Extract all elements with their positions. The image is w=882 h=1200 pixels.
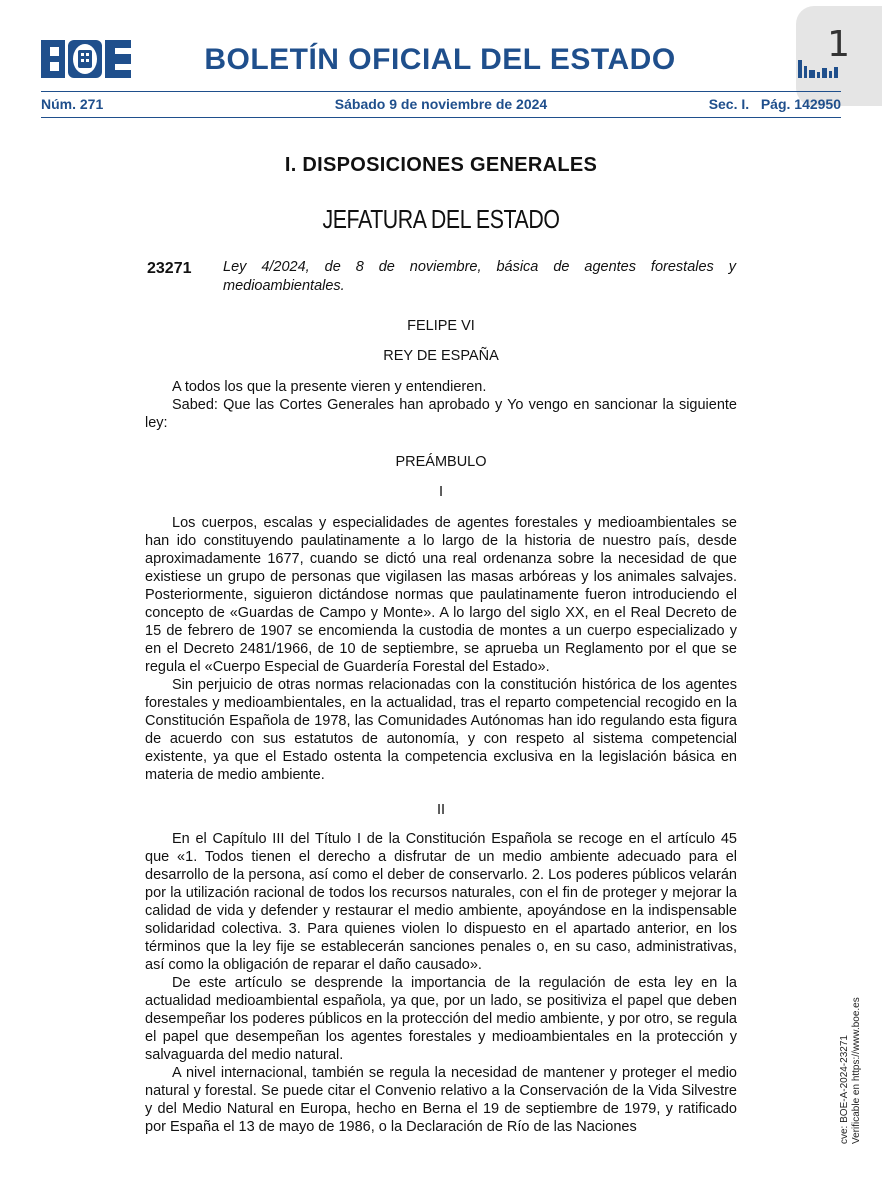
law-number: 23271 [147, 260, 192, 277]
organism-title: JEFATURA DEL ESTADO [322, 204, 560, 234]
issue-date: Sábado 9 de noviembre de 2024 [334, 96, 548, 112]
boe-logo [41, 40, 131, 78]
header-bottom-rule [41, 117, 841, 118]
issue-number: Núm. 271 [41, 96, 104, 112]
cve-code: cve: BOE-A-2024-23271 [839, 1035, 850, 1144]
king-title: REY DE ESPAÑA [383, 348, 499, 364]
page-corner-number: 1 [827, 24, 850, 65]
part-heading-1: I [438, 484, 444, 500]
body-paragraph: De este artículo se desprende la importancia de la regulación de esta ley en la actualidad medioambiental española, ya que, por un lado, se positiviza el papel que deben desempeñar los poderes públicos en la protección del medio ambiente, y por otro, se regula el papel que desempeñan los agentes forestales y medioambientales en la protección y salvaguarda del medio natural. [145, 975, 737, 1063]
section-title: I. DISPOSICIONES GENERALES [284, 154, 598, 176]
verification-link[interactable]: Verificable en https://www.boe.es [851, 997, 862, 1144]
section-page: Sec. I. Pág. 142950 [708, 96, 841, 112]
intro-paragraph: A todos los que la presente vieren y entendieren. [172, 379, 487, 395]
part1-text [145, 514, 737, 784]
intro-block [145, 378, 737, 432]
preamble-heading: PREÁMBULO [395, 454, 487, 470]
header-top-rule [41, 91, 841, 92]
part2-text [145, 830, 737, 1136]
header-meta-row [41, 96, 841, 114]
body-paragraph: Sin perjuicio de otras normas relacionadas con la constitución histórica de los agentes forestales y medioambientales, en la actualidad, tras el reparto competencial recogido en la Constitución Española de 1978, las Comunidades Autónomas han ido regulando esta figura de acuerdo con sus estatutos de autonomía, y con respeto al sistema competencial existente, ya que el Estado ostenta la competencia exclusiva en la legislación básica en materia de medio ambiente. [145, 677, 737, 783]
header-title: BOLETÍN OFICIAL DEL ESTADO [204, 43, 676, 76]
law-title: Ley 4/2024, de 8 de noviembre, básica de agentes forestales y medioambientales. [223, 259, 736, 294]
body-paragraph: En el Capítulo III del Título I de la Constitución Española se recoge en el artículo 45 que «1. Todos tienen el derecho a disfrutar de un medio ambiente adecuado para el desarrollo de la persona, así como el deber de conservarlo. 2. Los poderes públicos velarán por la utilización racional de todos los recursos naturales, con el fin de proteger y mejorar la calidad de vida y defender y restaurar el medio ambiente, apoyándose en la indispensable solidaridad colectiva. 3. Para quienes violen lo dispuesto en el apartado anterior, en los términos que la ley fije se establecerán sanciones penales o, en su caso, administrativas, así como la obligación de reparar el daño causado». [145, 831, 737, 973]
part-heading-2: II [436, 802, 446, 818]
verification-mark-icon [796, 56, 840, 82]
intro-paragraph: Sabed: Que las Cortes Generales han aprobado y Yo vengo en sancionar la siguiente ley: [145, 397, 737, 431]
body-paragraph: Los cuerpos, escalas y especialidades de agentes forestales y medioambientales se han ido constituyendo paulatinamente a lo largo de la historia de nuestro país, desde aproximadamente 1677, cuando se dictó una real ordenanza sobre la necesidad de que existiese un grupo de personas que vigilasen las masas arbóreas y los animales salvajes. Posteriormente, siguieron dictándose normas que paulatinamente fueron introduciendo el concepto de «Guardas de Campo y Monte». A lo largo del siglo XX, en el Real Decreto de 15 de febrero de 1907 se encomienda la custodia de montes a un cuerpo especializado y en el Decreto 2481/1966, de 10 de septiembre, se aprueba un Reglamento por el que se regula el «Cuerpo Especial de Guardería Forestal del Estado». [145, 515, 737, 675]
body-paragraph: A nivel internacional, también se regula la necesidad de mantener y proteger el medio natural y forestal. Se puede citar el Convenio relativo a la Conservación de la Vida Silvestre y del Medio Natural en Europa, hecho en Berna el 19 de septiembre de 1979, y ratificado por España el 13 de mayo de 1986, o la Declaración de Río de las Naciones [145, 1065, 737, 1135]
king-name: FELIPE VI [407, 318, 475, 334]
side-verification-text [839, 997, 863, 1144]
